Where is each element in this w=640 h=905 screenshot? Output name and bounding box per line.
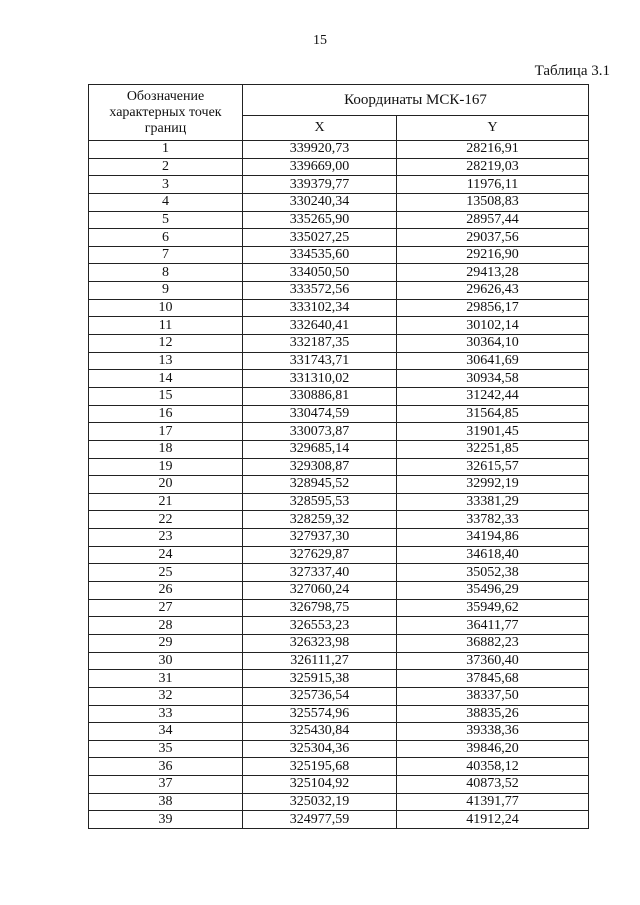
y-coordinate-cell: 28216,91 xyxy=(397,141,589,159)
table-caption: Таблица 3.1 xyxy=(534,63,610,79)
table-row xyxy=(89,387,589,405)
point-number-cell: 39 xyxy=(89,811,243,829)
point-number-cell: 24 xyxy=(89,546,243,564)
point-number-cell: 13 xyxy=(89,352,243,370)
point-number-cell: 28 xyxy=(89,617,243,635)
point-number-cell: 2 xyxy=(89,158,243,176)
x-coordinate-cell: 333102,34 xyxy=(243,299,397,317)
x-coordinate-cell: 339379,77 xyxy=(243,176,397,194)
y-coordinate-cell: 30102,14 xyxy=(397,317,589,335)
point-number-cell: 5 xyxy=(89,211,243,229)
x-coordinate-cell: 328945,52 xyxy=(243,476,397,494)
table-row xyxy=(89,634,589,652)
y-coordinate-cell: 31901,45 xyxy=(397,423,589,441)
table-row xyxy=(89,423,589,441)
table-row xyxy=(89,352,589,370)
table-row xyxy=(89,599,589,617)
x-coordinate-cell: 329685,14 xyxy=(243,440,397,458)
table-row xyxy=(89,740,589,758)
x-coordinate-cell: 325736,54 xyxy=(243,687,397,705)
y-coordinate-cell: 30934,58 xyxy=(397,370,589,388)
table-row xyxy=(89,335,589,353)
table-row xyxy=(89,652,589,670)
y-coordinate-cell: 32251,85 xyxy=(397,440,589,458)
y-coordinate-cell: 29037,56 xyxy=(397,229,589,247)
table-row xyxy=(89,229,589,247)
point-number-cell: 30 xyxy=(89,652,243,670)
y-coordinate-cell: 13508,83 xyxy=(397,193,589,211)
x-coordinate-cell: 329308,87 xyxy=(243,458,397,476)
y-coordinate-cell: 41391,77 xyxy=(397,793,589,811)
y-coordinate-cell: 28957,44 xyxy=(397,211,589,229)
table-row xyxy=(89,493,589,511)
x-coordinate-cell: 330240,34 xyxy=(243,193,397,211)
x-coordinate-cell: 327629,87 xyxy=(243,546,397,564)
y-coordinate-cell: 39846,20 xyxy=(397,740,589,758)
y-coordinate-cell: 32615,57 xyxy=(397,458,589,476)
x-coordinate-cell: 331743,71 xyxy=(243,352,397,370)
table-row xyxy=(89,476,589,494)
x-coordinate-cell: 334535,60 xyxy=(243,246,397,264)
x-coordinate-cell: 326323,98 xyxy=(243,634,397,652)
y-coordinate-cell: 37360,40 xyxy=(397,652,589,670)
x-coordinate-cell: 328259,32 xyxy=(243,511,397,529)
y-coordinate-cell: 35496,29 xyxy=(397,582,589,600)
table-row xyxy=(89,758,589,776)
x-coordinate-cell: 335265,90 xyxy=(243,211,397,229)
x-coordinate-cell: 330474,59 xyxy=(243,405,397,423)
header-row-top xyxy=(89,85,589,116)
y-coordinate-cell: 39338,36 xyxy=(397,723,589,741)
y-coordinate-cell: 30364,10 xyxy=(397,335,589,353)
y-coordinate-cell: 29413,28 xyxy=(397,264,589,282)
x-coordinate-cell: 325574,96 xyxy=(243,705,397,723)
table-row xyxy=(89,458,589,476)
point-number-cell: 18 xyxy=(89,440,243,458)
table-row xyxy=(89,670,589,688)
table-row xyxy=(89,440,589,458)
y-coordinate-cell: 36411,77 xyxy=(397,617,589,635)
page-number: 15 xyxy=(313,33,327,48)
y-coordinate-cell: 35949,62 xyxy=(397,599,589,617)
table-header xyxy=(89,85,589,141)
header-y: Y xyxy=(397,116,589,141)
x-coordinate-cell: 330886,81 xyxy=(243,387,397,405)
table-row xyxy=(89,317,589,335)
x-coordinate-cell: 339669,00 xyxy=(243,158,397,176)
x-coordinate-cell: 326798,75 xyxy=(243,599,397,617)
table-row xyxy=(89,617,589,635)
table-row xyxy=(89,793,589,811)
point-number-cell: 34 xyxy=(89,723,243,741)
table-row xyxy=(89,511,589,529)
y-coordinate-cell: 11976,11 xyxy=(397,176,589,194)
table-row xyxy=(89,158,589,176)
x-coordinate-cell: 330073,87 xyxy=(243,423,397,441)
y-coordinate-cell: 29626,43 xyxy=(397,282,589,300)
table-row xyxy=(89,299,589,317)
x-coordinate-cell: 326553,23 xyxy=(243,617,397,635)
point-number-cell: 16 xyxy=(89,405,243,423)
y-coordinate-cell: 38835,26 xyxy=(397,705,589,723)
point-number-cell: 11 xyxy=(89,317,243,335)
point-number-cell: 15 xyxy=(89,387,243,405)
x-coordinate-cell: 325104,92 xyxy=(243,776,397,794)
point-number-cell: 35 xyxy=(89,740,243,758)
y-coordinate-cell: 40873,52 xyxy=(397,776,589,794)
x-coordinate-cell: 327337,40 xyxy=(243,564,397,582)
header-x: X xyxy=(243,116,397,141)
table-row xyxy=(89,405,589,423)
y-coordinate-cell: 34618,40 xyxy=(397,546,589,564)
header-coordinates: Координаты МСК-167 xyxy=(243,85,589,116)
point-number-cell: 38 xyxy=(89,793,243,811)
point-number-cell: 14 xyxy=(89,370,243,388)
coordinates-table xyxy=(88,84,589,829)
x-coordinate-cell: 326111,27 xyxy=(243,652,397,670)
table-row xyxy=(89,529,589,547)
y-coordinate-cell: 31564,85 xyxy=(397,405,589,423)
point-number-cell: 1 xyxy=(89,141,243,159)
x-coordinate-cell: 328595,53 xyxy=(243,493,397,511)
point-number-cell: 26 xyxy=(89,582,243,600)
x-coordinate-cell: 327937,30 xyxy=(243,529,397,547)
point-number-cell: 20 xyxy=(89,476,243,494)
x-coordinate-cell: 325430,84 xyxy=(243,723,397,741)
y-coordinate-cell: 29216,90 xyxy=(397,246,589,264)
x-coordinate-cell: 325032,19 xyxy=(243,793,397,811)
table-row xyxy=(89,141,589,159)
point-number-cell: 36 xyxy=(89,758,243,776)
table-row xyxy=(89,546,589,564)
table-row xyxy=(89,564,589,582)
table-row xyxy=(89,370,589,388)
y-coordinate-cell: 33381,29 xyxy=(397,493,589,511)
table-row xyxy=(89,723,589,741)
table-body xyxy=(89,141,589,829)
x-coordinate-cell: 335027,25 xyxy=(243,229,397,247)
point-number-cell: 22 xyxy=(89,511,243,529)
point-number-cell: 27 xyxy=(89,599,243,617)
y-coordinate-cell: 34194,86 xyxy=(397,529,589,547)
y-coordinate-cell: 36882,23 xyxy=(397,634,589,652)
point-number-cell: 37 xyxy=(89,776,243,794)
y-coordinate-cell: 28219,03 xyxy=(397,158,589,176)
point-number-cell: 12 xyxy=(89,335,243,353)
y-coordinate-cell: 41912,24 xyxy=(397,811,589,829)
table-row xyxy=(89,811,589,829)
y-coordinate-cell: 31242,44 xyxy=(397,387,589,405)
y-coordinate-cell: 37845,68 xyxy=(397,670,589,688)
x-coordinate-cell: 327060,24 xyxy=(243,582,397,600)
point-number-cell: 7 xyxy=(89,246,243,264)
point-number-cell: 3 xyxy=(89,176,243,194)
point-number-cell: 23 xyxy=(89,529,243,547)
y-coordinate-cell: 32992,19 xyxy=(397,476,589,494)
x-coordinate-cell: 325915,38 xyxy=(243,670,397,688)
y-coordinate-cell: 30641,69 xyxy=(397,352,589,370)
point-number-cell: 19 xyxy=(89,458,243,476)
x-coordinate-cell: 325195,68 xyxy=(243,758,397,776)
y-coordinate-cell: 29856,17 xyxy=(397,299,589,317)
table-row xyxy=(89,264,589,282)
point-number-cell: 6 xyxy=(89,229,243,247)
table-row xyxy=(89,176,589,194)
table-row xyxy=(89,582,589,600)
x-coordinate-cell: 324977,59 xyxy=(243,811,397,829)
point-number-cell: 17 xyxy=(89,423,243,441)
table-row xyxy=(89,211,589,229)
point-number-cell: 8 xyxy=(89,264,243,282)
x-coordinate-cell: 334050,50 xyxy=(243,264,397,282)
y-coordinate-cell: 38337,50 xyxy=(397,687,589,705)
point-number-cell: 4 xyxy=(89,193,243,211)
header-point-designation: Обозначение характерных точек границ xyxy=(89,85,243,141)
table-row xyxy=(89,705,589,723)
x-coordinate-cell: 325304,36 xyxy=(243,740,397,758)
point-number-cell: 31 xyxy=(89,670,243,688)
point-number-cell: 10 xyxy=(89,299,243,317)
point-number-cell: 21 xyxy=(89,493,243,511)
point-number-cell: 9 xyxy=(89,282,243,300)
y-coordinate-cell: 33782,33 xyxy=(397,511,589,529)
x-coordinate-cell: 331310,02 xyxy=(243,370,397,388)
point-number-cell: 33 xyxy=(89,705,243,723)
point-number-cell: 32 xyxy=(89,687,243,705)
point-number-cell: 29 xyxy=(89,634,243,652)
x-coordinate-cell: 332187,35 xyxy=(243,335,397,353)
point-number-cell: 25 xyxy=(89,564,243,582)
x-coordinate-cell: 339920,73 xyxy=(243,141,397,159)
y-coordinate-cell: 35052,38 xyxy=(397,564,589,582)
table-row xyxy=(89,687,589,705)
table-row xyxy=(89,282,589,300)
x-coordinate-cell: 333572,56 xyxy=(243,282,397,300)
table-row xyxy=(89,246,589,264)
table-row xyxy=(89,193,589,211)
table-row xyxy=(89,776,589,794)
y-coordinate-cell: 40358,12 xyxy=(397,758,589,776)
x-coordinate-cell: 332640,41 xyxy=(243,317,397,335)
